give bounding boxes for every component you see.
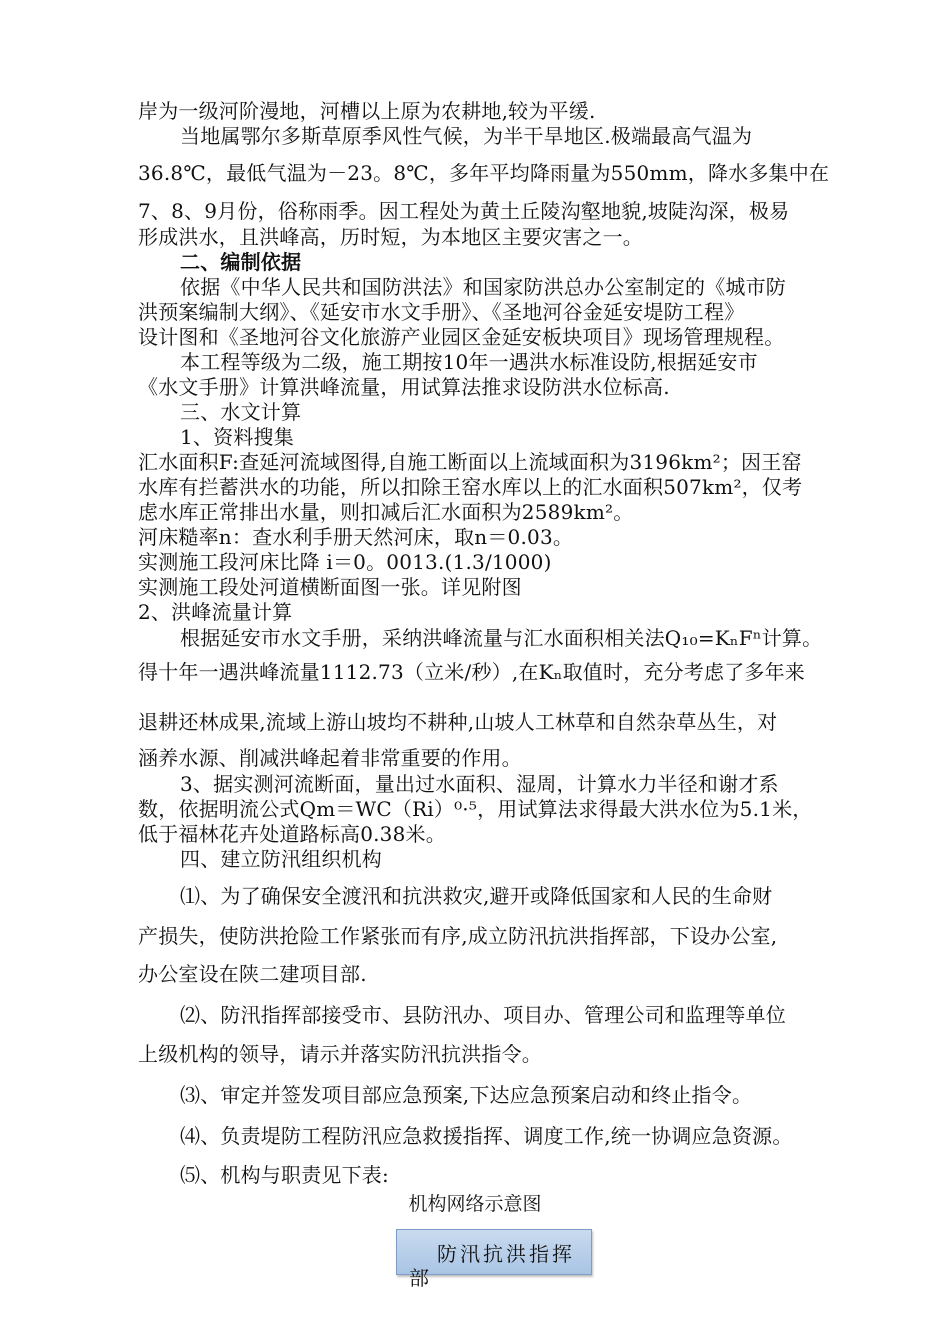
- paragraph-line: ⑷、负责堤防工程防汛应急救援指挥、调度工作,统一协调应急资源。: [180, 1124, 793, 1148]
- paragraph-line: 3、据实测河流断面，量出过水面积、湿周，计算水力半径和谢才系: [180, 772, 779, 796]
- section-heading-basis: 二、编制依据: [180, 250, 302, 274]
- paragraph-line: 依据《中华人民共和国防洪法》和国家防洪总办公室制定的《城市防: [180, 275, 786, 299]
- paragraph-line: 产损失，使防洪抢险工作紧张而有序,成立防汛抗洪指挥部，下设办公室,: [138, 924, 778, 948]
- paragraph-line: 36.8℃，最低气温为－23。8℃，多年平均降雨量为550mm，降水多集中在: [138, 161, 830, 185]
- section-heading-organization: 四、建立防汛组织机构: [180, 847, 382, 871]
- paragraph-line: 退耕还林成果,流域上游山坡均不耕种,山坡人工林草和自然杂草丛生，对: [138, 710, 778, 734]
- paragraph-line: 河床糙率n：查水利手册天然河床，取n＝0.03。: [138, 525, 574, 549]
- section-heading-hydrology: 三、水文计算: [180, 400, 302, 424]
- paragraph-line: 《水文手册》计算洪峰流量，用试算法推求设防洪水位标高.: [138, 375, 670, 399]
- paragraph-line: 实测施工段河床比降 i＝0。0013.(1.3/1000): [138, 550, 552, 574]
- paragraph-line: ⑴、为了确保安全渡汛和抗洪救灾,避开或降低国家和人民的生命财: [180, 884, 773, 908]
- paragraph-line: 7、8、9月份，俗称雨季。因工程处为黄土丘陵沟壑地貌,坡陡沟深，极易: [138, 199, 790, 223]
- paragraph-line: 水库有拦蓄洪水的功能，所以扣除王窑水库以上的汇水面积507km²，仅考: [138, 475, 803, 499]
- command-center-label: 防汛抗洪指挥: [437, 1242, 575, 1266]
- paragraph-line: ⑵、防汛指挥部接受市、县防汛办、项目办、管理公司和监理等单位: [180, 1003, 786, 1027]
- command-center-box: [396, 1229, 592, 1290]
- paragraph-line: 低于福林花卉处道路标高0.38米。: [138, 822, 446, 846]
- paragraph-line: 虑水库正常排出水量，则扣减后汇水面积为2589km²。: [138, 500, 634, 524]
- subheading-flood-peak: 2、洪峰流量计算: [138, 600, 293, 624]
- diagram-caption: 机构网络示意图: [408, 1193, 542, 1215]
- paragraph-line: 形成洪水，且洪峰高，历时短，为本地区主要灾害之一。: [138, 225, 643, 249]
- paragraph-line: 本工程等级为二级，施工期按10年一遇洪水标准设防,根据延安市: [180, 350, 758, 374]
- command-center-label-wrap: 部: [409, 1266, 429, 1290]
- paragraph-line: 实测施工段处河道横断面图一张。详见附图: [138, 575, 522, 599]
- paragraph-line: 当地属鄂尔多斯草原季风性气候，为半干旱地区.极端最高气温为: [180, 124, 753, 148]
- paragraph-line: 根据延安市水文手册，采纳洪峰流量与汇水面积相关法Q₁₀=KₙFⁿ计算。: [180, 626, 823, 650]
- paragraph-line: 汇水面积F:查延河流域图得,自施工断面以上流域面积为3196km²；因王窑: [138, 450, 802, 474]
- paragraph-line: 数，依据明流公式Qm＝WC（Ri）⁰·⁵，用试算法求得最大洪水位为5.1米，: [138, 797, 813, 821]
- subheading-data-collection: 1、资料搜集: [180, 425, 294, 449]
- paragraph-line: ⑶、审定并签发项目部应急预案,下达应急预案启动和终止指令。: [180, 1083, 753, 1107]
- paragraph-line: 办公室设在陕二建项目部.: [138, 962, 367, 986]
- paragraph-line: 涵养水源、削减洪峰起着非常重要的作用。: [138, 746, 522, 770]
- paragraph-line: 得十年一遇洪峰流量1112.73（立米/秒）,在Kₙ取值时，充分考虑了多年来: [138, 660, 805, 684]
- paragraph-line: 洪预案编制大纲》、《延安市水文手册》、《圣地河谷金延安堤防工程》: [138, 300, 745, 324]
- paragraph-line: 上级机构的领导，请示并落实防汛抗洪指令。: [138, 1042, 542, 1066]
- paragraph-line: 设计图和《圣地河谷文化旅游产业园区金延安板块项目》现场管理规程。: [138, 325, 785, 349]
- paragraph-line: 岸为一级河阶漫地，河槽以上原为农耕地,较为平缓.: [138, 99, 596, 123]
- paragraph-line: ⑸、机构与职责见下表:: [180, 1163, 389, 1187]
